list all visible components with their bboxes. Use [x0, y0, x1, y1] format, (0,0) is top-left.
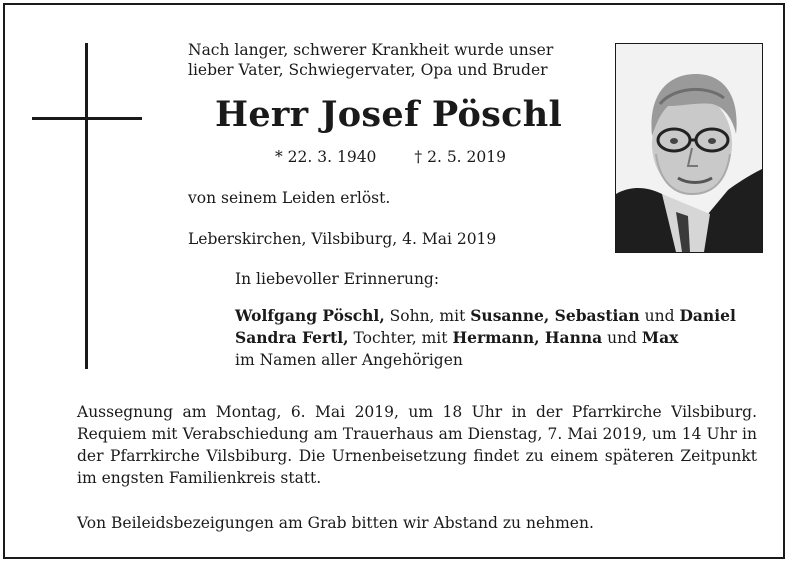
family-connector: und: [602, 329, 642, 347]
family-relation: Tochter, mit: [348, 329, 453, 347]
intro-line-1: Nach langer, schwerer Krankheit wurde unser: [188, 41, 554, 59]
birth-date: * 22. 3. 1940: [275, 148, 377, 166]
intro-line-2: lieber Vater, Schwiegervater, Opa und Bruder: [188, 61, 548, 79]
family-relation: Sohn, mit: [384, 307, 471, 325]
death-date: † 2. 5. 2019: [414, 148, 506, 166]
cross-vertical-bar: [85, 43, 88, 369]
family-line-3: im Namen aller Angehörigen: [235, 351, 463, 369]
family-line-2: [235, 329, 678, 347]
family-signatures: [235, 305, 736, 371]
portrait-photo: [615, 43, 763, 253]
deceased-name: Herr Josef Pöschl: [215, 94, 563, 135]
relief-text: von seinem Leiden erlöst.: [188, 189, 391, 207]
family-name: Max: [641, 328, 679, 347]
intro-text: [188, 40, 553, 80]
family-name: Hermann, Hanna: [452, 328, 603, 347]
ceremony-text: Aussegnung am Montag, 6. Mai 2019, um 18 Uhr in der Pfarrkirche Vilsbiburg. Requiem mit Verabschiedung am Trauerhaus am Dienstag, 7. Mai 2019, um 14 Uhr in der Pfarrkirche Vilsbiburg. Die Urnenbeisetzung findet zu einem späteren Zeitpunkt im engsten Familienkreis statt.: [77, 403, 757, 487]
portrait-image: [616, 44, 762, 252]
obituary-notice: [3, 3, 785, 559]
family-name: Susanne, Sebastian: [470, 306, 640, 325]
family-name: Sandra Fertl,: [235, 328, 349, 347]
memory-heading: In liebevoller Erinnerung:: [235, 270, 440, 288]
life-dates: [275, 147, 506, 167]
family-connector: und: [639, 307, 680, 325]
closing-text: Von Beileidsbezeigungen am Grab bitten wir Abstand zu nehmen.: [77, 514, 594, 532]
family-name: Daniel: [679, 306, 736, 325]
family-name: Wolfgang Pöschl,: [235, 306, 385, 325]
family-line-1: [235, 307, 736, 325]
cross-horizontal-bar: [32, 117, 142, 120]
place-date: Leberskirchen, Vilsbiburg, 4. Mai 2019: [188, 230, 497, 248]
